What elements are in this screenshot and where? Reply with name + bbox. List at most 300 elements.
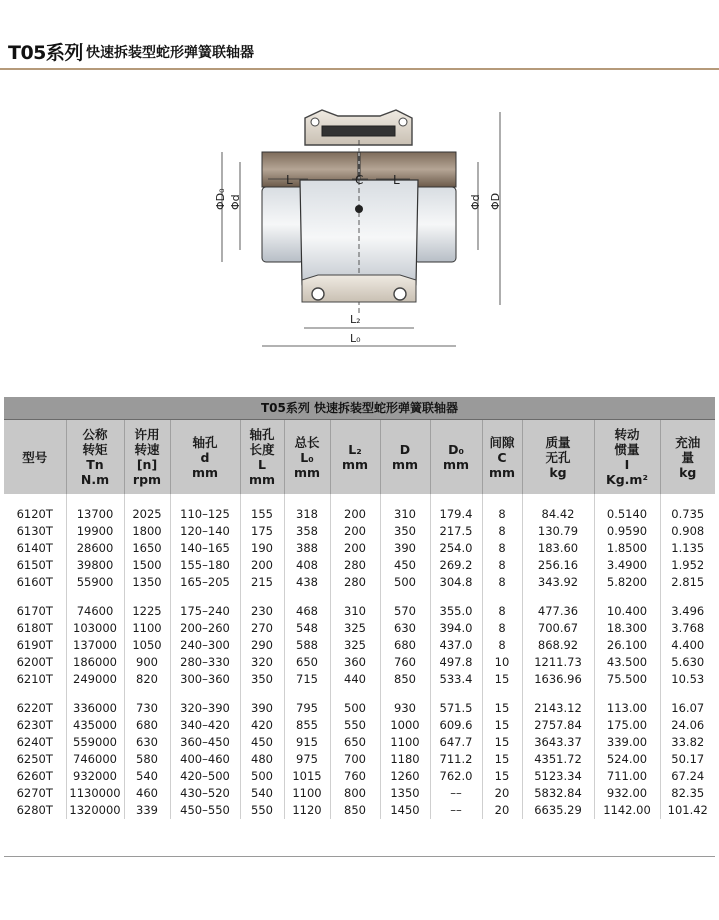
table-cell: 82.35 [660,785,715,802]
table-cell: 700.67 [522,620,594,637]
table-cell: 8 [482,540,522,557]
table-cell: 215 [240,574,284,591]
table-cell: 850 [330,802,380,819]
page-header [0,30,719,70]
table-cell: 113.00 [594,700,660,717]
table-cell: 254.0 [430,540,482,557]
table-cell: 6210T [16,672,53,686]
table-cell: 1180 [380,751,430,768]
table-cell: 650 [330,734,380,751]
table-cell: 175 [240,523,284,540]
table-cell: 240–300 [170,637,240,654]
table-cell: 6220T [16,701,53,715]
table-cell: 5.8200 [594,574,660,591]
table-cell: 420 [240,717,284,734]
table-cell: 33.82 [660,734,715,751]
dim-L2: L₂ [350,313,361,326]
table-cell: 550 [240,802,284,819]
spacer-cell [430,688,482,700]
top-spring-slot [322,126,395,136]
spacer-cell [522,494,594,506]
table-cell: 256.16 [522,557,594,574]
table-cell: 460 [124,785,170,802]
table-row [4,506,715,523]
table-cell: 550 [330,717,380,734]
table-cell: 15 [482,734,522,751]
table-cell: 165–205 [170,574,240,591]
header-rule [0,68,719,70]
table-cell: 325 [330,620,380,637]
table-cell: 8 [482,620,522,637]
table-cell: 932.00 [594,785,660,802]
table-cell: 524.00 [594,751,660,768]
table-cell: 680 [380,637,430,654]
spacer-cell [170,591,240,603]
table-header-row [4,420,715,494]
col-header-d: D mm [380,420,430,494]
table-cell: 101.42 [660,802,715,819]
col-header-torque: 公称 转矩 Tn N.m [66,420,124,494]
table-cell: 440 [330,671,380,688]
table-cell: 280 [330,557,380,574]
dim-phiD0: ΦD₀ [214,188,227,210]
dim-phid-right: Φd [469,194,482,210]
table-cell: 300–360 [170,671,240,688]
group-spacer [4,688,715,700]
coupling-drawing [200,100,520,355]
spacer-cell [594,591,660,603]
table-cell: 6160T [16,575,53,589]
table-cell: 408 [284,557,330,574]
table-cell: 1636.96 [522,671,594,688]
table-cell: 1000 [380,717,430,734]
table-cell: 358 [284,523,330,540]
bottom-left-bolt [312,288,324,300]
table-cell: 4.400 [660,637,715,654]
table-cell: 15 [482,768,522,785]
table-cell: 3.496 [660,603,715,620]
table-cell: 868.92 [522,637,594,654]
table-cell: 915 [284,734,330,751]
table-cell: 388 [284,540,330,557]
table-cell: 4351.72 [522,751,594,768]
spacer-cell [284,688,330,700]
spacer-cell [660,591,715,603]
table-cell: 339.00 [594,734,660,751]
spec-table [4,420,715,819]
table-cell: 0.908 [660,523,715,540]
table-cell: 540 [124,768,170,785]
col-header-total-length: 总长 L₀ mm [284,420,330,494]
spacer-cell [430,494,482,506]
bottom-right-bolt [394,288,406,300]
spacer-cell [660,688,715,700]
top-right-bolt [399,118,407,126]
spacer-cell [240,494,284,506]
table-cell: 559000 [66,734,124,751]
table-row [4,557,715,574]
table-cell: 480 [240,751,284,768]
table-row [4,751,715,768]
table-cell: 2757.84 [522,717,594,734]
table-cell: 120–140 [170,523,240,540]
table-cell: 1500 [124,557,170,574]
table-cell: 20 [482,802,522,819]
table-cell: 855 [284,717,330,734]
table-row [4,717,715,734]
col-header-inertia: 转动 惯量 I Kg.m² [594,420,660,494]
col-header-speed: 许用 转速 [n] rpm [124,420,170,494]
table-cell: 130.79 [522,523,594,540]
spacer-cell [170,494,240,506]
spacer-cell [124,688,170,700]
table-cell: 67.24 [660,768,715,785]
table-cell: 6140T [16,541,53,555]
table-row [4,574,715,591]
spacer-cell [660,494,715,506]
table-row [4,802,715,819]
table-cell: 762.0 [430,768,482,785]
table-cell: 438 [284,574,330,591]
table-cell: 200 [330,540,380,557]
table-cell: 711.00 [594,768,660,785]
spacer-cell [594,688,660,700]
table-cell: 200–260 [170,620,240,637]
spacer-cell [4,494,66,506]
table-cell: 5.630 [660,654,715,671]
table-cell: 343.92 [522,574,594,591]
col-header-bore: 轴孔 d mm [170,420,240,494]
table-cell: 1.135 [660,540,715,557]
table-caption: T05系列 快速拆装型蛇形弹簧联轴器 [4,397,715,420]
table-cell: 26.100 [594,637,660,654]
dim-L-right: L [393,173,400,187]
table-cell: 3.768 [660,620,715,637]
table-cell: 1225 [124,603,170,620]
table-row [4,671,715,688]
spacer-cell [124,591,170,603]
table-cell: 190 [240,540,284,557]
spacer-cell [284,591,330,603]
table-cell: 140–165 [170,540,240,557]
table-row [4,768,715,785]
table-cell: 280 [330,574,380,591]
table-cell: 50.17 [660,751,715,768]
table-cell: 700 [330,751,380,768]
table-cell: 6150T [16,558,53,572]
table-cell: 360 [330,654,380,671]
table-cell: 290 [240,637,284,654]
table-cell: 430–520 [170,785,240,802]
table-cell: 630 [124,734,170,751]
table-cell: 1350 [124,574,170,591]
table-cell: 6200T [16,655,53,669]
table-cell: 2.815 [660,574,715,591]
table-cell: 450 [380,557,430,574]
table-cell: 6260T [16,769,53,783]
table-row [4,620,715,637]
table-cell: 437.0 [430,637,482,654]
table-cell: 975 [284,751,330,768]
table-cell: 1100 [284,785,330,802]
table-cell: 340–420 [170,717,240,734]
table-cell: 110–125 [170,506,240,523]
table-cell: 15 [482,751,522,768]
table-cell: 6280T [16,803,53,817]
table-cell: 55900 [66,574,124,591]
table-cell: 497.8 [430,654,482,671]
table-cell: 435000 [66,717,124,734]
table-cell: 715 [284,671,330,688]
table-cell: 800 [330,785,380,802]
table-cell: 355.0 [430,603,482,620]
table-row [4,734,715,751]
table-cell: –– [430,802,482,819]
table-cell: 19900 [66,523,124,540]
table-cell: 155–180 [170,557,240,574]
table-cell: 533.4 [430,671,482,688]
table-cell: 850 [380,671,430,688]
table-cell: 360–450 [170,734,240,751]
table-cell: 39800 [66,557,124,574]
table-cell: 18.300 [594,620,660,637]
table-cell: 6635.29 [522,802,594,819]
table-cell: 5832.84 [522,785,594,802]
spacer-cell [124,494,170,506]
col-header-d0: D₀ mm [430,420,482,494]
table-cell: 420–500 [170,768,240,785]
table-cell: 8 [482,523,522,540]
table-cell: 249000 [66,671,124,688]
table-cell: 84.42 [522,506,594,523]
table-cell: 16.07 [660,700,715,717]
table-cell: 1120 [284,802,330,819]
table-cell: 74600 [66,603,124,620]
spacer-cell [284,494,330,506]
table-cell: 3643.37 [522,734,594,751]
table-cell: 336000 [66,700,124,717]
table-cell: 15 [482,671,522,688]
table-cell: 10.53 [660,671,715,688]
table-cell: 570 [380,603,430,620]
table-cell: 6250T [16,752,53,766]
spacer-cell [66,494,124,506]
col-header-gap: 间隙 C mm [482,420,522,494]
spacer-cell [170,688,240,700]
spacer-cell [330,688,380,700]
table-cell: 200 [240,557,284,574]
table-cell: 0.9590 [594,523,660,540]
spacer-cell [430,591,482,603]
table-cell: 339 [124,802,170,819]
table-cell: 183.60 [522,540,594,557]
spacer-cell [330,494,380,506]
table-cell: 0.735 [660,506,715,523]
dim-L-left: L [286,173,293,187]
table-cell: 680 [124,717,170,734]
table-cell: 500 [240,768,284,785]
table-cell: 6230T [16,718,53,732]
table-cell: 13700 [66,506,124,523]
table-row [4,540,715,557]
spacer-cell [380,591,430,603]
table-cell: 137000 [66,637,124,654]
table-cell: 8 [482,506,522,523]
table-cell: 650 [284,654,330,671]
table-cell: 217.5 [430,523,482,540]
table-cell: 8 [482,637,522,654]
table-cell: 647.7 [430,734,482,751]
table-cell: 1650 [124,540,170,557]
table-row [4,785,715,802]
table-cell: 450 [240,734,284,751]
table-cell: 1320000 [66,802,124,819]
table-cell: 350 [380,523,430,540]
table-cell: 320–390 [170,700,240,717]
table-cell: 318 [284,506,330,523]
group-spacer [4,494,715,506]
table-cell: 1.952 [660,557,715,574]
table-cell: 6170T [16,604,53,618]
table-cell: 760 [380,654,430,671]
table-cell: 477.36 [522,603,594,620]
table-cell: 548 [284,620,330,637]
table-cell: 5123.34 [522,768,594,785]
table-cell: 500 [330,700,380,717]
col-header-oil: 充油 量 kg [660,420,715,494]
table-bottom-rule [4,856,715,857]
spacer-cell [522,591,594,603]
table-cell: 8 [482,557,522,574]
table-cell: 155 [240,506,284,523]
table-cell: 304.8 [430,574,482,591]
table-cell: 6120T [16,507,53,521]
table-cell: 400–460 [170,751,240,768]
table-cell: 450–550 [170,802,240,819]
table-cell: 1.8500 [594,540,660,557]
dim-C: C [355,173,364,187]
top-left-bolt [311,118,319,126]
spacer-cell [240,688,284,700]
table-cell: 2025 [124,506,170,523]
table-cell: 10 [482,654,522,671]
table-row [4,637,715,654]
table-cell: 1350 [380,785,430,802]
table-cell: 179.4 [430,506,482,523]
table-cell: 1211.73 [522,654,594,671]
series-title: 快速拆装型蛇形弹簧联轴器 [86,45,254,61]
table-cell: 609.6 [430,717,482,734]
spacer-cell [66,591,124,603]
table-cell: 746000 [66,751,124,768]
table-cell: 795 [284,700,330,717]
table-cell: 230 [240,603,284,620]
table-cell: 468 [284,603,330,620]
table-cell: 930 [380,700,430,717]
table-row [4,700,715,717]
table-cell: 103000 [66,620,124,637]
table-cell: –– [430,785,482,802]
table-cell: 43.500 [594,654,660,671]
table-cell: 6130T [16,524,53,538]
table-cell: 175–240 [170,603,240,620]
group-spacer [4,591,715,603]
table-cell: 310 [330,603,380,620]
table-cell: 760 [330,768,380,785]
right-shaft [414,187,456,262]
dim-phiD: ΦD [489,192,502,210]
table-cell: 588 [284,637,330,654]
table-cell: 1450 [380,802,430,819]
table-cell: 1130000 [66,785,124,802]
table-cell: 6270T [16,786,53,800]
spacer-cell [66,688,124,700]
table-cell: 2143.12 [522,700,594,717]
spacer-cell [330,591,380,603]
series-name: T05系列 [8,42,83,64]
table-cell: 540 [240,785,284,802]
table-cell: 6180T [16,621,53,635]
table-cell: 8 [482,574,522,591]
spacer-cell [482,688,522,700]
dim-L0: L₀ [350,332,361,345]
table-cell: 6190T [16,638,53,652]
table-cell: 630 [380,620,430,637]
spacer-cell [240,591,284,603]
dim-phid-left: Φd [229,194,242,210]
table-cell: 24.06 [660,717,715,734]
table-cell: 20 [482,785,522,802]
table-cell: 1015 [284,768,330,785]
table-cell: 186000 [66,654,124,671]
spacer-cell [380,688,430,700]
table-row [4,654,715,671]
table-cell: 200 [330,523,380,540]
table-row [4,523,715,540]
table-cell: 711.2 [430,751,482,768]
table-cell: 1800 [124,523,170,540]
table-cell: 394.0 [430,620,482,637]
table-cell: 500 [380,574,430,591]
spec-table-container [4,397,715,855]
table-cell: 75.500 [594,671,660,688]
table-cell: 15 [482,700,522,717]
table-cell: 0.5140 [594,506,660,523]
spacer-cell [4,591,66,603]
table-cell: 900 [124,654,170,671]
left-shaft [262,187,304,262]
table-cell: 10.400 [594,603,660,620]
table-cell: 730 [124,700,170,717]
table-cell: 1100 [124,620,170,637]
table-cell: 820 [124,671,170,688]
col-header-mass: 质量 无孔 kg [522,420,594,494]
table-cell: 200 [330,506,380,523]
spacer-cell [594,494,660,506]
table-cell: 3.4900 [594,557,660,574]
table-row [4,603,715,620]
table-cell: 1050 [124,637,170,654]
table-cell: 571.5 [430,700,482,717]
col-header-model: 型号 [4,420,66,494]
spacer-cell [482,494,522,506]
spacer-cell [4,688,66,700]
table-cell: 390 [240,700,284,717]
col-header-bore-length: 轴孔 长度 L mm [240,420,284,494]
col-header-l2: L₂ mm [330,420,380,494]
table-cell: 175.00 [594,717,660,734]
table-cell: 932000 [66,768,124,785]
